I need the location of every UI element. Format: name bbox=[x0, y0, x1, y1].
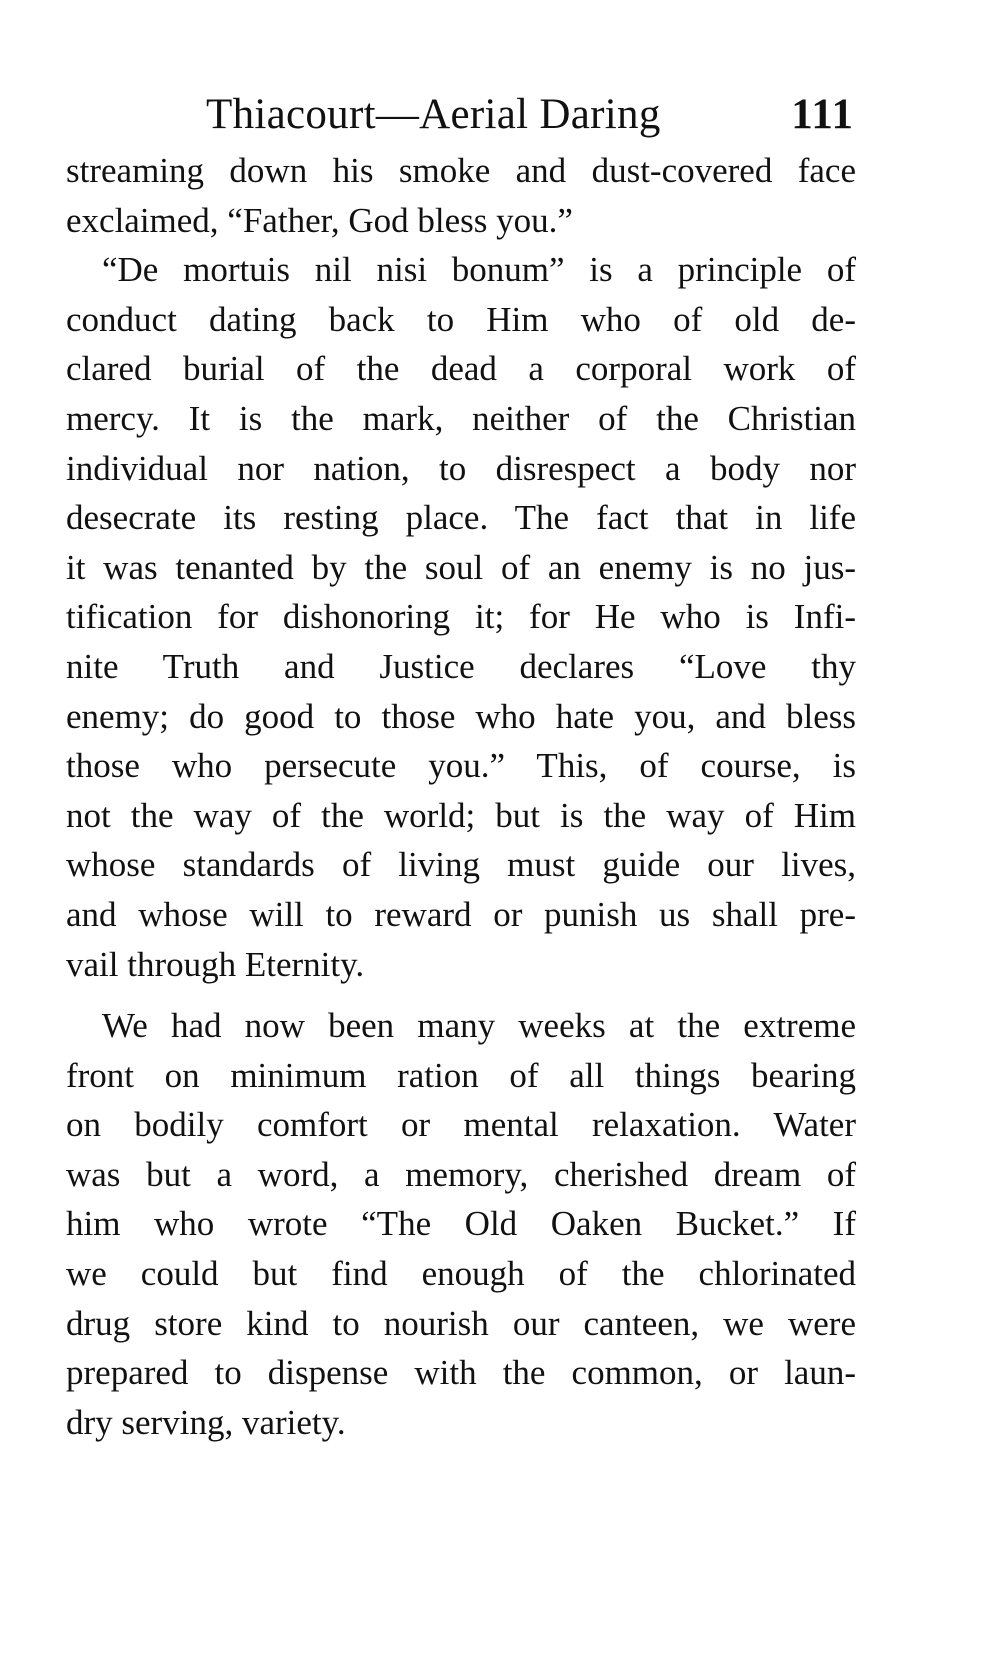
text-line: not the way of the world; but is the way of Him bbox=[66, 795, 856, 835]
text-line: on bodily comfort or mental relaxation. Water bbox=[66, 1105, 856, 1145]
body-text bbox=[66, 146, 856, 1447]
paragraph-spacer bbox=[66, 989, 856, 1001]
text-line: exclaimed, “Father, God bless you.” bbox=[66, 200, 573, 240]
paragraph-3 bbox=[66, 1001, 856, 1447]
text-line: dry serving, variety. bbox=[66, 1402, 346, 1442]
text-line: individual nor nation, to disrespect a body nor bbox=[66, 448, 856, 488]
text-line: drug store kind to nourish our canteen, we were bbox=[66, 1303, 856, 1343]
text-line: tification for dishonoring it; for He who is Infi- bbox=[66, 597, 856, 637]
text-line: clared burial of the dead a corporal work of bbox=[66, 349, 856, 389]
text-line: desecrate its resting place. The fact that in life bbox=[66, 498, 856, 538]
text-line: vail through Eternity. bbox=[66, 944, 365, 984]
text-line: it was tenanted by the soul of an enemy is no jus- bbox=[66, 547, 856, 587]
page-header bbox=[66, 84, 856, 146]
text-line: mercy. It is the mark, neither of the Christian bbox=[66, 398, 856, 438]
text-line: we could but find enough of the chlorinated bbox=[66, 1254, 856, 1294]
book-page bbox=[66, 84, 856, 1447]
text-line: streaming down his smoke and dust-covered face bbox=[66, 151, 856, 190]
text-line: “De mortuis nil nisi bonum” is a principle of bbox=[102, 250, 856, 290]
text-line: enemy; do good to those who hate you, and bless bbox=[66, 696, 856, 736]
text-line: We had now been many weeks at the extreme bbox=[102, 1006, 856, 1046]
text-line: nite Truth and Justice declares “Love thy bbox=[66, 646, 856, 686]
text-line: those who persecute you.” This, of course, is bbox=[66, 746, 856, 786]
text-line: and whose will to reward or punish us shall pre- bbox=[66, 894, 856, 934]
text-line: prepared to dispense with the common, or laun- bbox=[66, 1353, 856, 1393]
running-title: Thiacourt—Aerial Daring bbox=[206, 91, 661, 138]
paragraph-2 bbox=[66, 245, 856, 989]
text-line: front on minimum ration of all things bearing bbox=[66, 1055, 856, 1095]
paragraph-1 bbox=[66, 146, 856, 245]
text-line: conduct dating back to Him who of old de- bbox=[66, 299, 856, 339]
text-line: whose standards of living must guide our lives, bbox=[66, 845, 856, 885]
text-line: was but a word, a memory, cherished dream of bbox=[66, 1154, 856, 1194]
page-number: 111 bbox=[791, 91, 854, 138]
text-line: him who wrote “The Old Oaken Bucket.” If bbox=[66, 1204, 856, 1244]
